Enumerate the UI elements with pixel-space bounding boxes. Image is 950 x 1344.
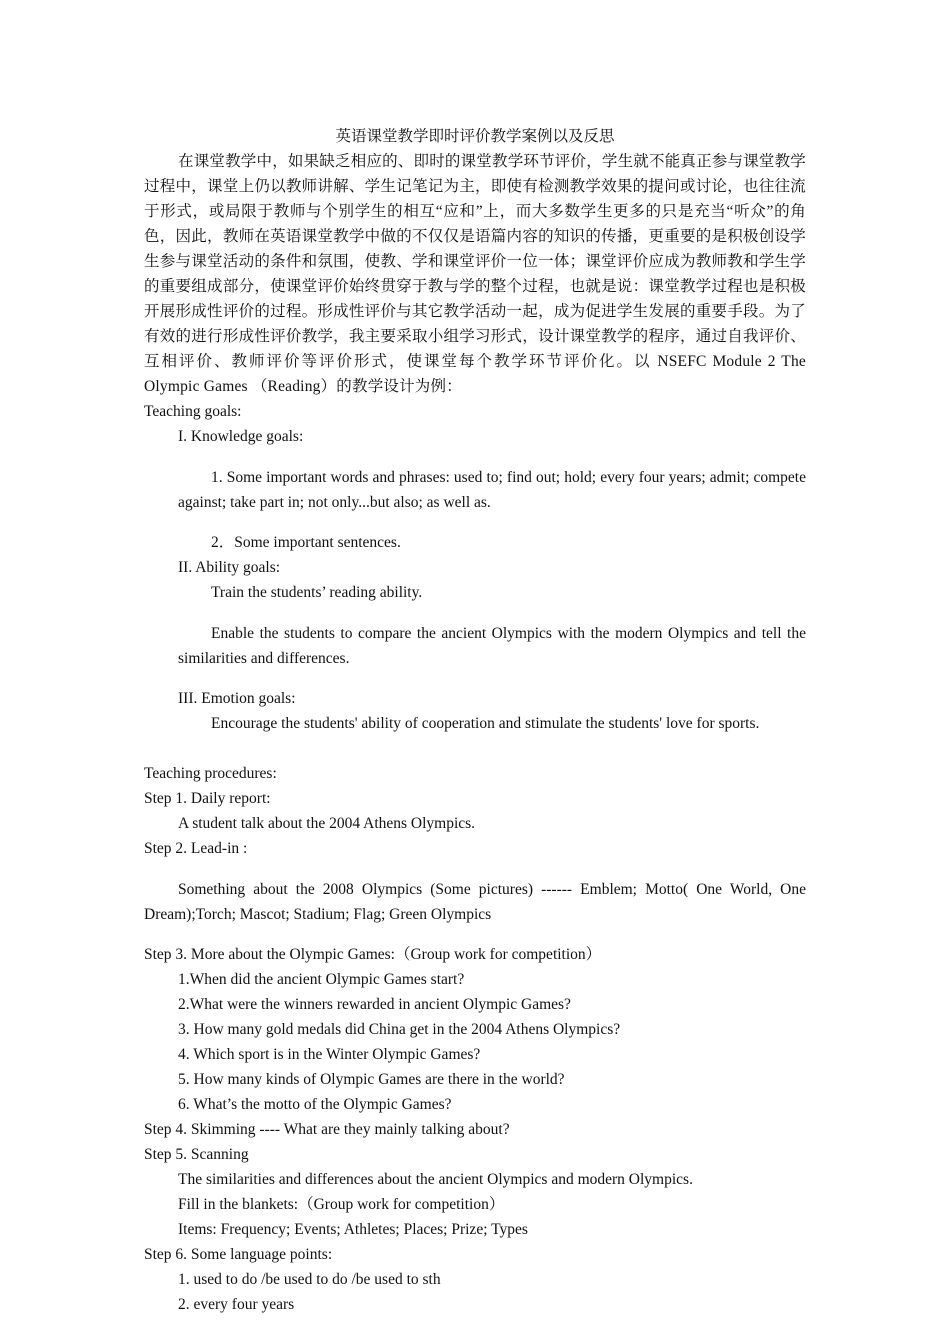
knowledge-goals-heading: I. Knowledge goals: — [178, 428, 304, 445]
step-body: Fill in the blankets:（Group work for competition） — [178, 1196, 505, 1213]
knowledge-goal-item: 1. Some important words and phrases: used to; find out; hold; every four years; admit; compete against; take part in; not only...but also; as well as. — [178, 468, 806, 511]
step-title: Step 1. Daily report: — [144, 790, 271, 807]
ability-goal-item: Train the students’ reading ability. — [211, 584, 423, 601]
language-point: 1. used to do /be used to do /be used to sth — [178, 1271, 441, 1288]
step-title: Step 3. More about the Olympic Games:（Group work for competition） — [144, 946, 602, 963]
knowledge-goal-item: 2．Some important sentences. — [211, 534, 401, 551]
step-title: Step 4. Skimming ---- What are they mainly talking about? — [144, 1121, 510, 1138]
language-point: 2. every four years — [178, 1296, 295, 1313]
step-body: The similarities and differences about the ancient Olympics and modern Olympics. — [178, 1171, 693, 1188]
teaching-goals-heading: Teaching goals: — [144, 403, 242, 420]
question-item: 2.What were the winners rewarded in ancient Olympic Games? — [178, 996, 571, 1013]
step-body: A student talk about the 2004 Athens Olympics. — [178, 815, 476, 832]
step-title: Step 6. Some language points: — [144, 1246, 333, 1263]
intro-paragraph: 在课堂教学中，如果缺乏相应的、即时的课堂教学环节评价，学生就不能真正参与课堂教学过程中，课堂上仍以教师讲解、学生记笔记为主，即使有检测教学效果的提问或讨论，也往往流于形式，或局限于教师与个别学生的相互“应和”上，而大多数学生更多的只是充当“听众”的角色，因此，教师在英语课堂教学中做的不仅仅是语篇内容的知识的传播，更重要的是积极创设学生参与课堂活动的条件和氛围，使教、学和课堂评价一位一体；课堂评价应成为教师教和学生学的重要组成部分，使课堂评价始终贯穿于教与学的整个过程，也就是说：课堂教学过程也是积极开展形成性评价的过程。形成性评价与其它教学活动一起，成为促进学生发展的重要手段。为了有效的进行形成性评价教学，我主要采取小组学习形式，设计课堂教学的程序，通过自我评价、互相评价、教师评价等评价形式，使课堂每个教学环节评价化。以 NSEFC Module 2 The Olympic Games （Reading）的教学设计为例： — [144, 153, 807, 395]
step-body: Items: Frequency; Events; Athletes; Places; Prize; Types — [178, 1221, 528, 1238]
step-title: Step 2. Lead-in : — [144, 840, 248, 857]
step-body: Something about the 2008 Olympics (Some pictures) ------ Emblem; Motto( One World, One Dream);Torch; Mascot; Stadium; Flag; Green Olympics — [144, 880, 806, 923]
question-item: 3. How many gold medals did China get in the 2004 Athens Olympics? — [178, 1021, 621, 1038]
emotion-goals-heading: III. Emotion goals: — [178, 690, 296, 707]
ability-goals-heading: II. Ability goals: — [178, 559, 281, 576]
question-item: 4. Which sport is in the Winter Olympic Games? — [178, 1046, 481, 1063]
document-title: 英语课堂教学即时评价教学案例以及反思 — [335, 128, 615, 145]
question-item: 1.When did the ancient Olympic Games start? — [178, 971, 465, 988]
blank-line — [144, 736, 806, 761]
teaching-procedures-heading: Teaching procedures: — [144, 765, 277, 782]
question-item: 5. How many kinds of Olympic Games are there in the world? — [178, 1071, 565, 1088]
step-title: Step 5. Scanning — [144, 1146, 249, 1163]
ability-goal-item: Enable the students to compare the ancient Olympics with the modern Olympics and tell the similarities and differences. — [178, 624, 806, 667]
question-item: 6. What’s the motto of the Olympic Games? — [178, 1096, 452, 1113]
emotion-goal-item: Encourage the students' ability of cooperation and stimulate the students' love for sports. — [211, 715, 760, 732]
document-page — [144, 124, 806, 1317]
